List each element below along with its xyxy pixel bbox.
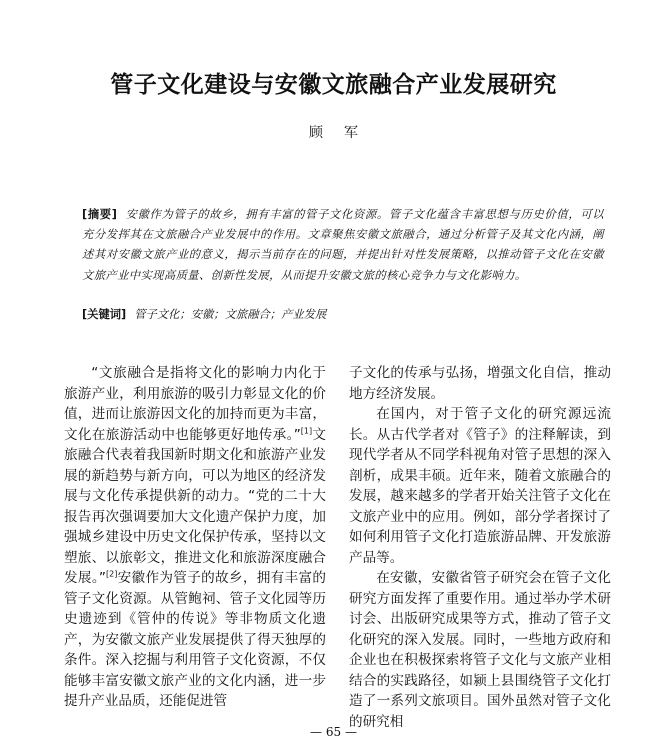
abstract-block	[82, 205, 604, 286]
abstract-text: 安徽作为管子的故乡，拥有丰富的管子文化资源。管子文化蕴含丰富思想与历史价值，可以充分发挥其在文旅融合产业发展中的作用。文章聚焦安徽文旅融合，通过分析管子及其文化内涵，阐述其对安徽文旅产业的意义，揭示当前存在的问题，并提出针对性发展策略，以推动管子文化在安徽文旅产业中实现高质量、创新性发展，从而提升安徽文旅的核心竞争力与文化影响力。	[82, 208, 604, 282]
keywords-text: 管子文化；安徽；文旅融合；产业发展	[134, 308, 327, 321]
body-paragraph: 子文化的传承与弘扬，增强文化自信，推动地方经济发展。	[349, 365, 611, 402]
paragraph-text: 文旅融合代表着我国新时期文化和旅游产业发展的新趋势与新方向，可以为地区的经济发展与文化传承提供新的动力。“党的二十大报告再次强调要加大文化遗产保护力度，加强城乡建设中历史文化保护传承，坚持以文塑旅、以旅彰文，推进文化和旅游深度融合发展。”	[64, 426, 327, 586]
paragraph-text: 安徽作为管子的故乡，拥有丰富的管子文化资源。从管鲍祠、管子文化园等历史遗迹到《管仲的传说》等非物质文化遗产，为安徽文旅产业发展提供了得天独厚的条件。深入挖掘与利用管子文化资源，不仅能够丰富安徽文旅产业的文化内涵，进一步提升产业品质，还能促进管	[64, 570, 326, 709]
paper-title: 管子文化建设与安徽文旅融合产业发展研究	[110, 72, 557, 98]
body-paragraph: 在安徽，安徽省管子研究会在管子文化研究方面发挥了重要作用。通过举办学术研讨会、出版研究成果等方式，推动了管子文化研究的深入发展。同时，一些地方政府和企业也在积极探索将管子文化与文旅产业相结合的实践路径，如颍上县围绕管子文化打造了一系列文旅项目。国外虽然对管子文化的研究相	[349, 570, 611, 730]
page-number: — 65 —	[310, 725, 357, 739]
keywords-label: [关键词]	[82, 308, 127, 321]
body-paragraph	[64, 363, 326, 712]
body-paragraph: 在国内，对于管子文化的研究源远流长。从古代学者对《管子》的注释解读，到现代学者从不同学科视角对管子思想的深入剖析，成果丰硕。近年来，随着文旅融合的发展，越来越多的学者开始关注管子文化在文旅产业中的应用。例如，部分学者探讨了如何利用管子文化打造旅游品牌、开发旅游产品等。	[349, 406, 611, 566]
citation-ref: [2]	[105, 569, 118, 579]
author-name: 顾军	[309, 125, 379, 141]
body-column-right	[349, 363, 611, 732]
abstract-label: [摘要]	[82, 208, 118, 221]
paragraph-text: “文旅融合是指将文化的影响力内化于旅游产业，利用旅游的吸引力彰显文化的价值，进而让旅游因文化的加持而更为丰富，文化在旅游活动中也能够更好地传承。”	[64, 365, 326, 443]
body-column-left	[64, 363, 326, 712]
keywords-block	[82, 305, 604, 325]
citation-ref: [1]	[300, 425, 313, 435]
